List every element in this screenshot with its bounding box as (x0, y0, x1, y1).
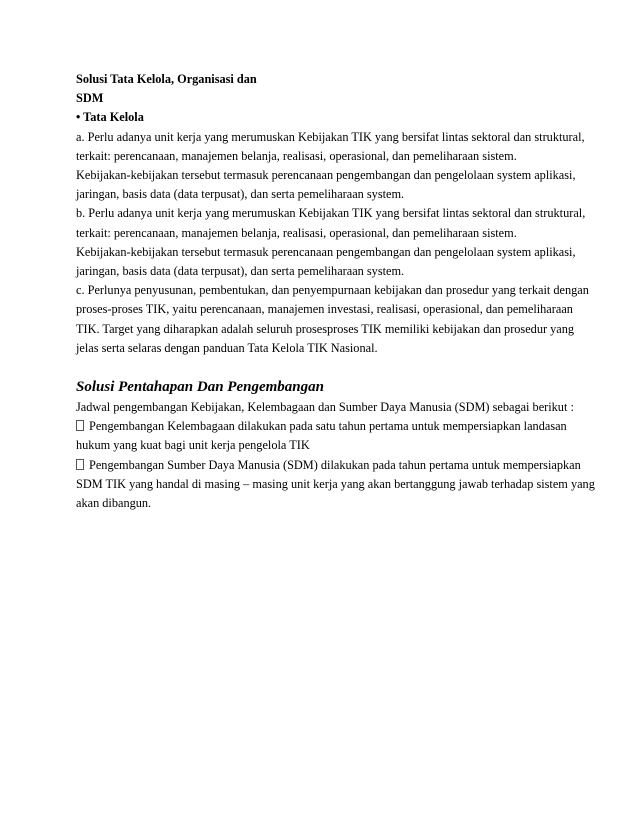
paragraph-b-line: b. Perlu adanya unit kerja yang merumuskan Kebijakan TIK yang bersifat lintas sektoral dan struktural, (76, 206, 586, 221)
bullet-text: Pengembangan Sumber Daya Manusia (SDM) dilakukan pada tahun pertama untuk mempersiapkan (89, 457, 581, 472)
paragraph-c-line: c. Perlunya penyusunan, pembentukan, dan penyempurnaan kebijakan dan prosedur yang terkait dengan (76, 283, 589, 298)
bullet-box-icon (76, 459, 84, 470)
bullet-item-kelembagaan (76, 417, 566, 455)
bullet-box-icon (76, 420, 84, 431)
section-intro: Jadwal pengembangan Kebijakan, Kelembagaan dan Sumber Daya Manusia (SDM) sebagai berikut : (76, 400, 574, 415)
paragraph-a (76, 128, 585, 205)
paragraph-a-line: Kebijakan-kebijakan tersebut termasuk perencanaan pengembangan dan pengelolaan system aplikasi, (76, 168, 576, 183)
paragraph-a-line: terkait: perencanaan, manajemen belanja, realisasi, operasional, dan pemeliharaan sistem. (76, 148, 517, 163)
bullet-line: akan dibangun. (76, 496, 152, 511)
bullet-item-sdm (76, 456, 595, 514)
bullet-line (76, 456, 581, 475)
paragraph-c-line: jelas serta selaras dengan panduan Tata Kelola TIK Nasional. (76, 340, 378, 355)
bullet-line: hukum yang kuat bagi unit kerja pengelola TIK (76, 438, 310, 453)
paragraph-a-line: a. Perlu adanya unit kerja yang merumuskan Kebijakan TIK yang bersifat lintas sektoral dan struktural, (76, 129, 585, 144)
paragraph-a-line: jaringan, basis data (data terpusat), dan serta pemeliharaan system. (76, 187, 405, 202)
paragraph-b-line: jaringan, basis data (data terpusat), dan serta pemeliharaan system. (76, 264, 405, 279)
document-title-line-1: Solusi Tata Kelola, Organisasi dan (76, 72, 257, 86)
section-pentahapan (76, 377, 595, 513)
document-title-line-2: SDM (76, 91, 104, 106)
paragraph-b-line: terkait: perencanaan, manajemen belanja, realisasi, operasional, dan pemeliharaan sistem. (76, 225, 517, 240)
section-heading: Solusi Pentahapan Dan Pengembangan (76, 379, 324, 396)
paragraph-c (76, 281, 589, 358)
bullet-line: SDM TIK yang handal di masing – masing unit kerja yang akan bertanggung jawab terhadap sistem yang (76, 476, 595, 491)
bullet-line (76, 417, 566, 436)
paragraph-b-line: Kebijakan-kebijakan tersebut termasuk perencanaan pengembangan dan pengelolaan system aplikasi, (76, 244, 576, 259)
document-body (76, 70, 595, 513)
paragraph-b (76, 204, 586, 281)
bullet-text: Pengembangan Kelembagaan dilakukan pada satu tahun pertama untuk mempersiapkan landasan (89, 419, 567, 434)
paragraph-c-line: proses-proses TIK, yaitu perencanaan, manajemen investasi, realisasi, operasional, dan pemeliharaan (76, 302, 573, 317)
paragraph-c-line: TIK. Target yang diharapkan adalah seluruh prosesproses TIK memiliki kebijakan dan prosedur yang (76, 321, 575, 336)
subheading-tata-kelola: • Tata Kelola (76, 110, 144, 125)
